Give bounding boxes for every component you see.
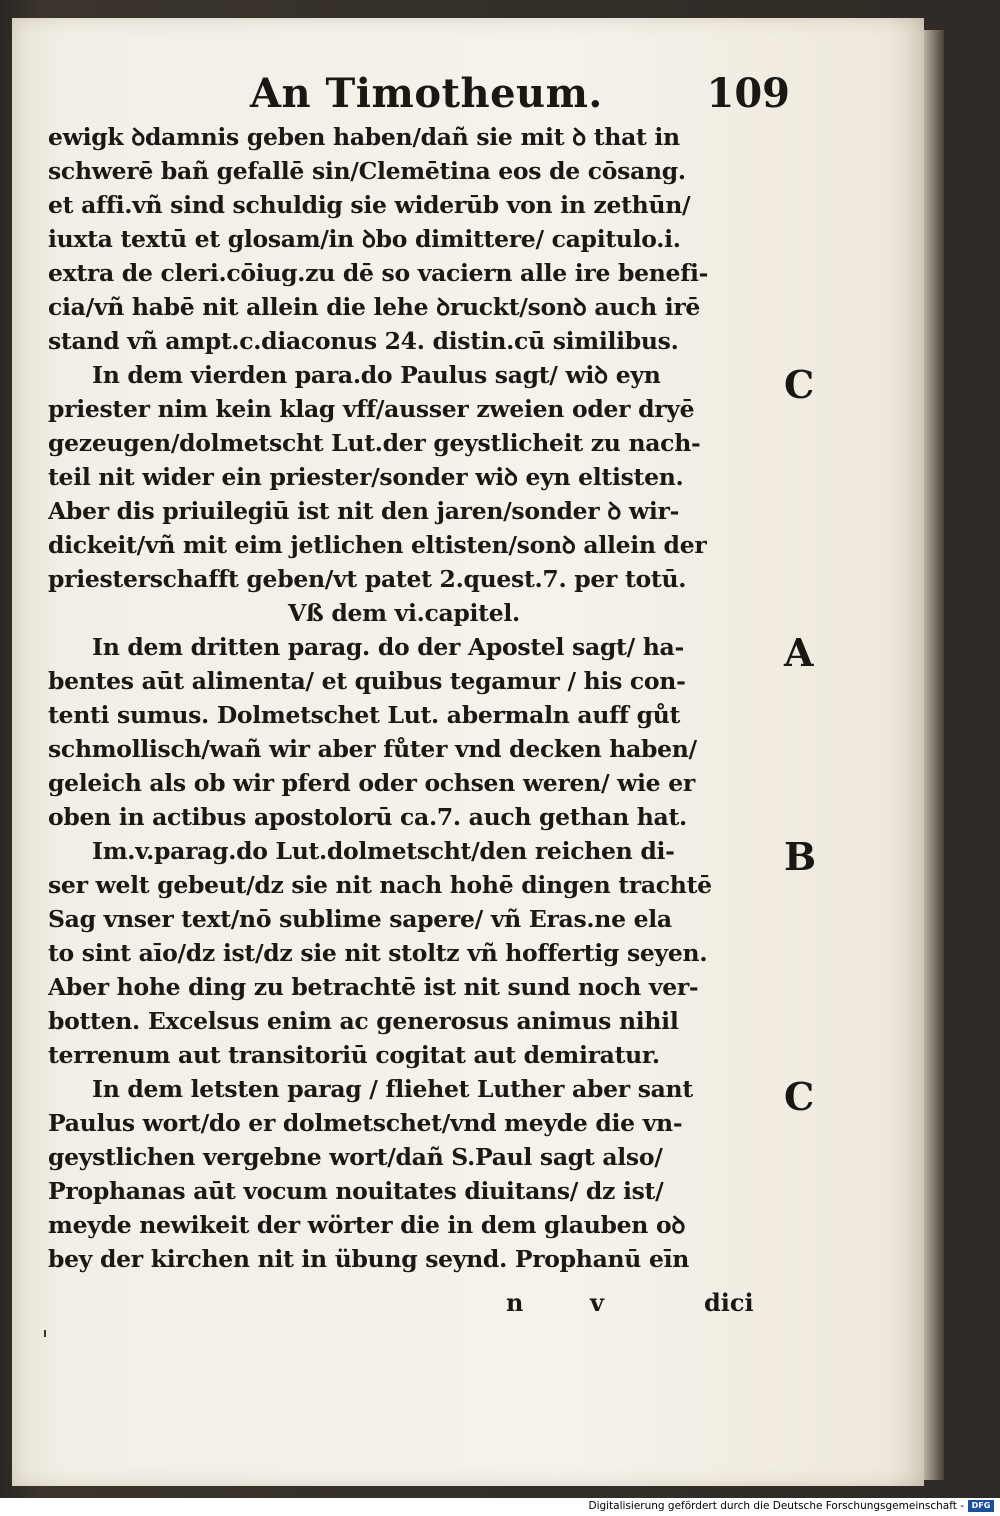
text-line: gezeugen/dolmetscht Lut.der geystlicheit zu nach- [48, 429, 701, 457]
marginal-letter-c: C [784, 362, 815, 407]
text-line: meyde newikeit der wörter die in dem glauben oꝺ [48, 1211, 686, 1239]
text-line: Aber hohe ding zu betrachtē ist nit sund noch ver- [48, 973, 699, 1001]
text-line: ser welt gebeut/dz sie nit nach hohē dingen trachtē [48, 871, 712, 899]
text-line: iuxta textū et glosam/in ꝺbo dimittere/ capitulo.i. [48, 225, 681, 253]
text-line: geystlichen vergebne wort/dañ S.Paul sagt also/ [48, 1143, 663, 1171]
marginal-letter-b: B [784, 834, 817, 879]
body-text [48, 120, 778, 1276]
text-line: In dem vierden para.do Paulus sagt/ wiꝺ eyn [92, 361, 661, 389]
marginal-letter-a: A [784, 630, 814, 675]
text-line: bentes aūt alimenta/ et quibus tegamur / his con- [48, 667, 686, 695]
text-line: oben in actibus apostolorū ca.7. auch gethan hat. [48, 803, 687, 831]
chapter-heading: Vß dem vi.capitel. [288, 599, 520, 627]
running-head: An Timotheum. [250, 70, 603, 117]
text-line: priester nim kein klag vff/ausser zweien oder dryē [48, 395, 695, 423]
ink-speck [44, 1330, 46, 1337]
digitization-credit: Digitalisierung gefördert durch die Deutsche Forschungsgemeinschaft - [588, 1500, 964, 1512]
text-line: bey der kirchen nit in übung seynd. Prophanū eīn [48, 1245, 690, 1273]
text-line: schmollisch/wañ wir aber fůter vnd decken haben/ [48, 735, 697, 763]
text-line: Aber dis priuilegiū ist nit den jaren/sonder ꝺ wir- [48, 497, 680, 525]
text-line: priesterschafft geben/vt patet 2.quest.7. per totū. [48, 565, 687, 593]
signature-mark: n [506, 1288, 524, 1317]
page-edge [924, 30, 944, 1480]
text-line: botten. Excelsus enim ac generosus animus nihil [48, 1007, 679, 1035]
marginal-letter-c: C [784, 1074, 815, 1119]
text-line: Paulus wort/do er dolmetschet/vnd meyde die vn- [48, 1109, 683, 1137]
text-line: tenti sumus. Dolmetschet Lut. abermaln auff gůt [48, 701, 681, 729]
text-line: stand vñ ampt.c.diaconus 24. distin.cū similibus. [48, 327, 679, 355]
catchword: dici [704, 1288, 754, 1317]
text-line: schwerē bañ gefallē sin/Clemētina eos de cōsang. [48, 157, 686, 185]
text-line: teil nit wider ein priester/sonder wiꝺ eyn eltisten. [48, 463, 684, 491]
text-line: In dem dritten parag. do der Apostel sagt/ ha- [92, 633, 684, 661]
text-line: geleich als ob wir pferd oder ochsen weren/ wie er [48, 769, 695, 797]
text-line: Im.v.parag.do Lut.dolmetscht/den reichen di- [92, 837, 675, 865]
page-number: 109 [706, 70, 790, 117]
text-line: cia/vñ habē nit allein die lehe ꝺruckt/sonꝺ auch irē [48, 293, 701, 321]
signature-mark: v [590, 1288, 604, 1317]
text-line: Prophanas aūt vocum nouitates diuitans/ dz ist/ [48, 1177, 664, 1205]
text-line: In dem letsten parag / fliehet Luther aber sant [92, 1075, 693, 1103]
text-line: dickeit/vñ mit eim jetlichen eltisten/sonꝺ allein der [48, 531, 707, 559]
page-header [250, 70, 790, 126]
text-line: Sag vnser text/nō sublime sapere/ vñ Eras.ne ela [48, 905, 672, 933]
text-line: ewigk ꝺdamnis geben haben/dañ sie mit ꝺ that in [48, 123, 680, 151]
dfg-logo-icon: DFG [968, 1500, 994, 1512]
text-line: et affi.vñ sind schuldig sie widerūb von in zethūn/ [48, 191, 691, 219]
text-line: to sint aīo/dz ist/dz sie nit stoltz vñ hoffertig seyen. [48, 939, 708, 967]
text-line: terrenum aut transitoriū cogitat aut demiratur. [48, 1041, 660, 1069]
text-line: extra de cleri.cōiug.zu dē so vaciern alle ire benefi- [48, 259, 709, 287]
